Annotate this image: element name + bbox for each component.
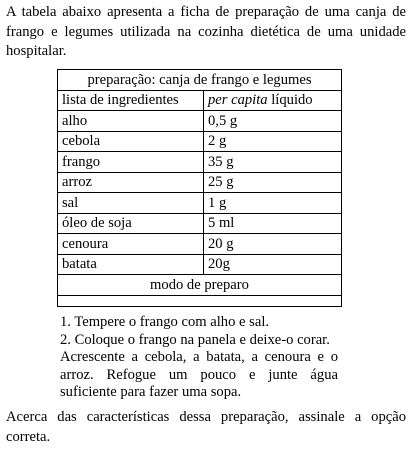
amount-cell: 25 g — [204, 172, 342, 193]
amount-cell: 35 g — [204, 152, 342, 173]
ingredient-cell: óleo de soja — [58, 213, 204, 234]
recipe-card — [57, 69, 342, 307]
ingredient-cell: alho — [58, 111, 204, 132]
method-title-row — [58, 275, 341, 296]
amount-cell: 1 g — [204, 193, 342, 214]
ingredient-cell: cebola — [58, 131, 204, 152]
table-header-row — [58, 90, 341, 111]
method-step-2: 2. Coloque o frango na panela e deixe-o corar. — [60, 331, 330, 348]
ingredient-cell: sal — [58, 193, 204, 214]
table-row — [58, 111, 341, 132]
ingredient-cell: arroz — [58, 172, 204, 193]
table-row — [58, 213, 341, 234]
header-per-capita-italic: per capita — [208, 92, 268, 109]
ingredient-cell: batata — [58, 254, 204, 275]
header-per-capita — [204, 90, 342, 111]
amount-cell: 20 g — [204, 234, 342, 255]
table-row — [58, 193, 341, 214]
header-ingredients: lista de ingredientes — [58, 90, 204, 111]
table-title: preparação: canja de frango e legumes — [58, 70, 341, 90]
amount-cell: 5 ml — [204, 213, 342, 234]
table-row — [58, 172, 341, 193]
table-row — [58, 234, 341, 255]
method-title: modo de preparo — [58, 275, 341, 296]
ingredient-cell: cenoura — [58, 234, 204, 255]
ingredient-cell: frango — [58, 152, 204, 173]
header-per-capita-rest: líquido — [267, 92, 313, 109]
amount-cell: 20g — [204, 254, 342, 275]
table-row — [58, 152, 341, 173]
table-title-row — [58, 70, 341, 90]
amount-cell: 0,5 g — [204, 111, 342, 132]
method-step-2-continuation: Acrescente a cebola, a batata, a cenoura e o arroz. Refogue um pouco e junte água suficiente para fazer uma sopa. — [60, 349, 338, 400]
table-row — [58, 254, 341, 275]
method-steps — [60, 314, 350, 402]
recipe-table — [58, 70, 341, 296]
table-row — [58, 131, 341, 152]
question-paragraph: Acerca das características dessa preparação, assinale a opção correta. — [6, 409, 406, 445]
amount-cell: 2 g — [204, 131, 342, 152]
method-step-1: 1. Tempere o frango com alho e sal. — [60, 314, 270, 330]
intro-paragraph: A tabela abaixo apresenta a ficha de preparação de uma canja de frango e legumes utilizada na cozinha dietética de uma unidade hospitalar. — [6, 4, 406, 59]
